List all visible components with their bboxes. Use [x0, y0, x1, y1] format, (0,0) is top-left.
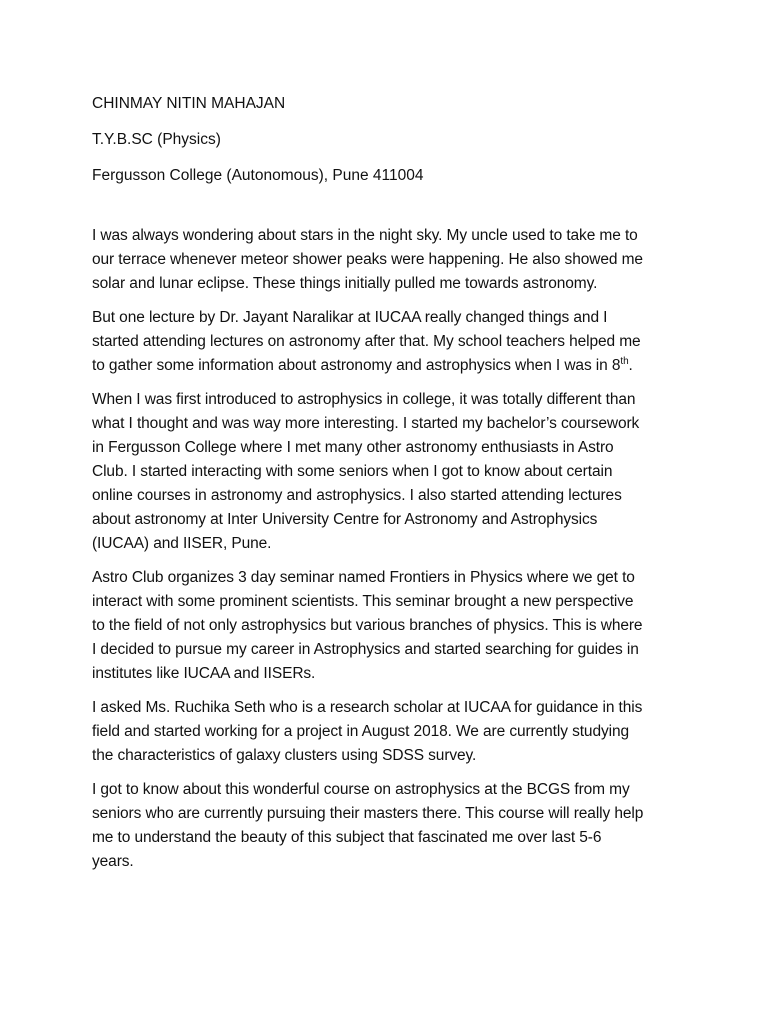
text-line: started attending lectures on astronomy after that. My school teachers helped me: [92, 333, 641, 350]
text-line: what I thought and was way more interesting. I started my bachelor’s coursework: [92, 415, 640, 432]
text-line: me to understand the beauty of this subject that fascinated me over last 5-6: [92, 829, 602, 846]
text-line: interact with some prominent scientists. This seminar brought a new perspective: [92, 593, 634, 610]
text-line: online courses in astronomy and astrophysics. I also started attending lectures: [92, 487, 622, 504]
text-line: field and started working for a project in August 2018. We are currently studying: [92, 723, 629, 740]
paragraph-5: [92, 696, 692, 768]
text-line: Club. I started interacting with some seniors when I got to know about certain: [92, 463, 613, 480]
header-spacer: [92, 202, 692, 224]
text-line-end: .: [628, 357, 633, 374]
text-line: years.: [92, 853, 134, 870]
text-line: (IUCAA) and IISER, Pune.: [92, 535, 272, 552]
paragraph-1: [92, 224, 692, 296]
text-line: I got to know about this wonderful course on astrophysics at the BCGS from my: [92, 781, 630, 798]
author-name: CHINMAY NITIN MAHAJAN: [92, 95, 286, 112]
text-line: [92, 354, 692, 378]
ordinal-superscript: th: [620, 355, 629, 367]
text-line: in Fergusson College where I met many other astronomy enthusiasts in Astro: [92, 439, 614, 456]
text-line: seniors who are currently pursuing their masters there. This course will really help: [92, 805, 644, 822]
degree-line: T.Y.B.SC (Physics): [92, 131, 221, 148]
text-line: our terrace whenever meteor shower peaks were happening. He also showed me: [92, 251, 643, 268]
college-line: Fergusson College (Autonomous), Pune 411004: [92, 167, 424, 184]
text-line: But one lecture by Dr. Jayant Naralikar at IUCAA really changed things and I: [92, 309, 608, 326]
text-line: solar and lunar eclipse. These things initially pulled me towards astronomy.: [92, 275, 598, 292]
text-line: I asked Ms. Ruchika Seth who is a research scholar at IUCAA for guidance in this: [92, 699, 643, 716]
text-line: When I was first introduced to astrophysics in college, it was totally different than: [92, 391, 636, 408]
text-line: institutes like IUCAA and IISERs.: [92, 665, 316, 682]
paragraph-4: [92, 566, 692, 686]
paragraph-2: [92, 306, 692, 378]
text-line: I decided to pursue my career in Astrophysics and started searching for guides in: [92, 641, 639, 658]
paragraph-6: [92, 778, 692, 874]
text-line: Astro Club organizes 3 day seminar named Frontiers in Physics where we get to: [92, 569, 635, 586]
document-page: [92, 94, 692, 884]
paragraph-3: [92, 388, 692, 556]
text-line: to the field of not only astrophysics but various branches of physics. This is where: [92, 617, 643, 634]
text-line: I was always wondering about stars in the night sky. My uncle used to take me to: [92, 227, 638, 244]
text-line: about astronomy at Inter University Centre for Astronomy and Astrophysics: [92, 511, 598, 528]
text-line-main: to gather some information about astronomy and astrophysics when I was in 8: [92, 357, 621, 374]
text-line: the characteristics of galaxy clusters using SDSS survey.: [92, 747, 477, 764]
